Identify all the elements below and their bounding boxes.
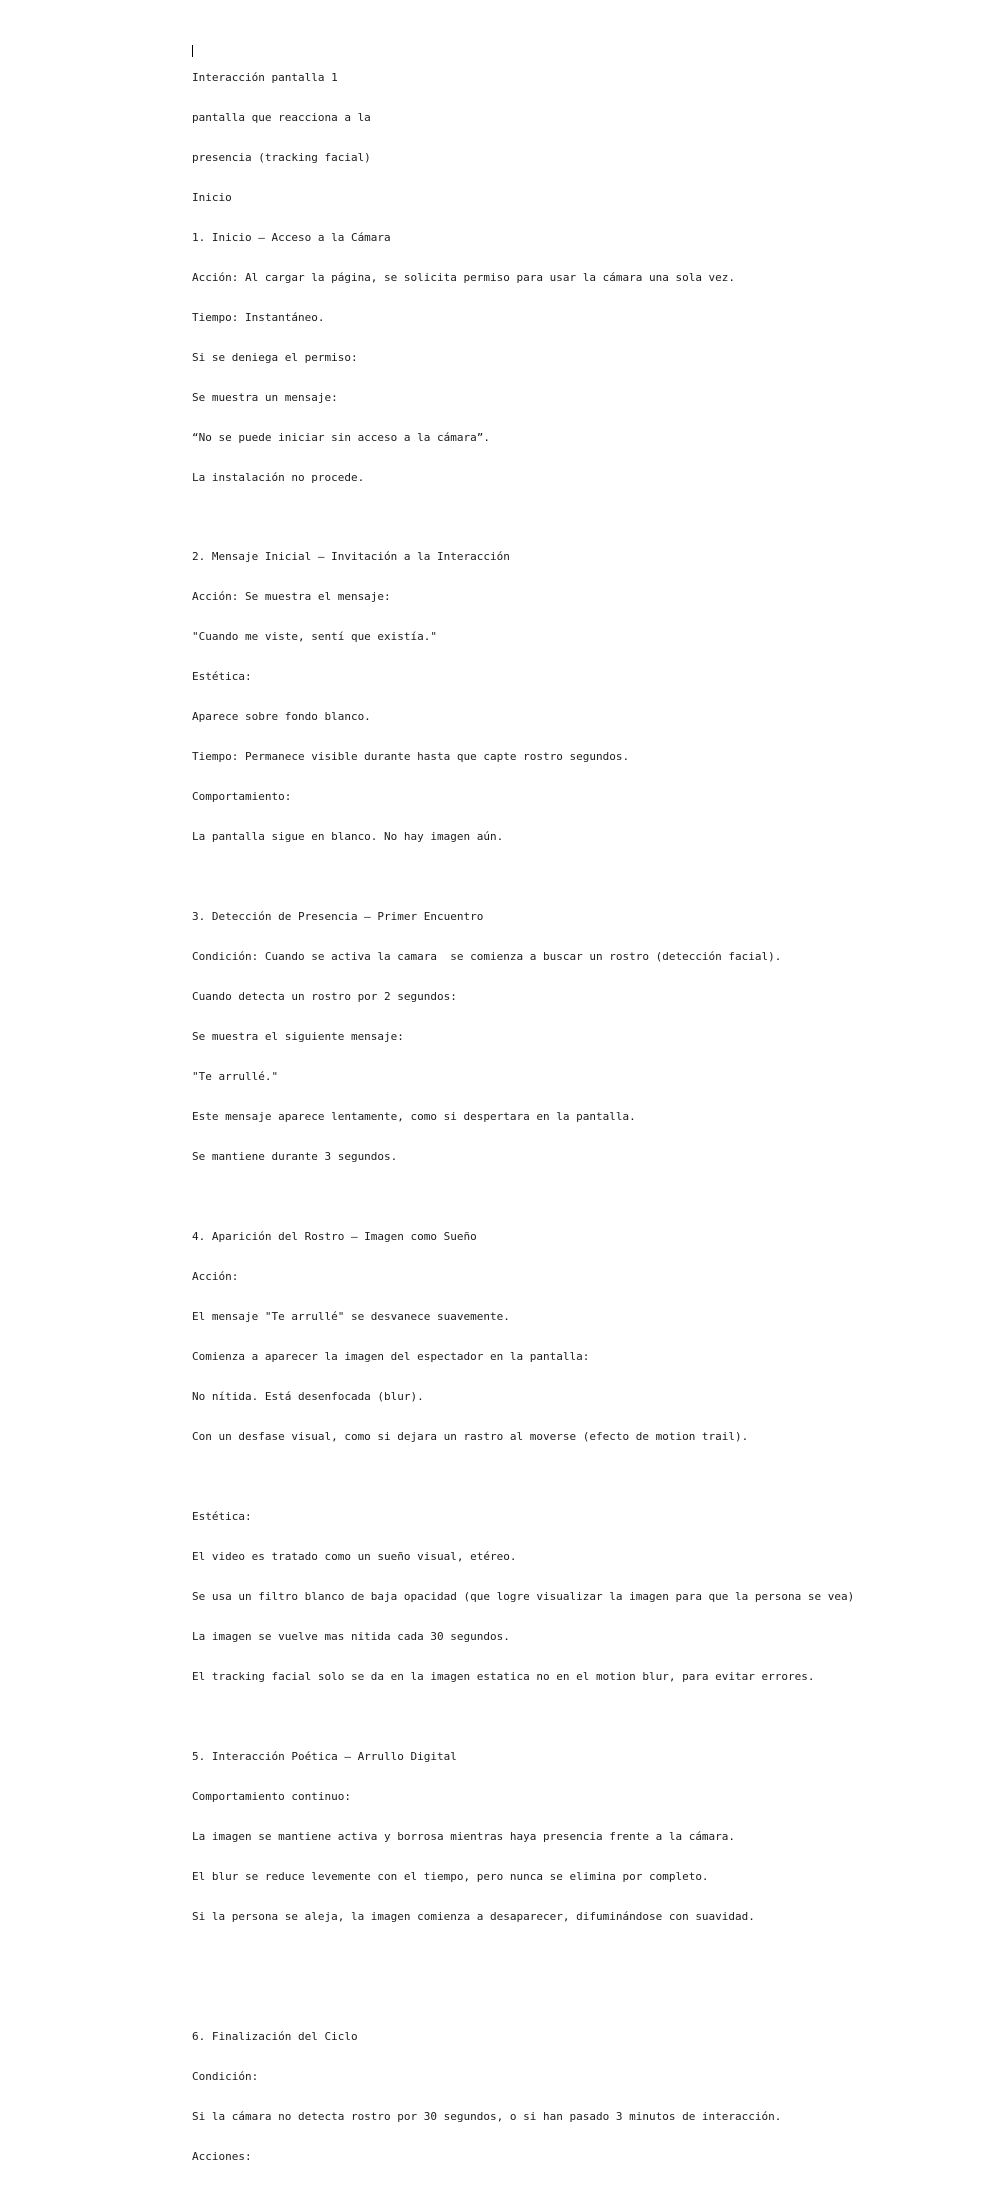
text-line: Tiempo: Permanece visible durante hasta que capte rostro segundos. [192,750,630,764]
text-line: Tiempo: Instantáneo. [192,310,325,324]
text-line: Se muestra un mensaje: [192,390,338,404]
text-line: La instalación no procede. [192,470,365,484]
section-heading: 6. Finalización del Ciclo [192,2029,358,2043]
section-heading: 4. Aparición del Rostro – Imagen como Sueño [192,1230,477,1244]
text-line: El blur se reduce levemente con el tiempo, pero nunca se elimina por completo. [192,1869,709,1883]
text-line: La imagen se vuelve mas nitida cada 30 segundos. [192,1630,510,1644]
text-line: Se mantiene durante 3 segundos. [192,1150,398,1164]
text-line: presencia (tracking facial) [192,150,371,164]
blank-line [192,1470,992,1483]
text-line: Si la cámara no detecta rostro por 30 segundos, o si han pasado 3 minutos de interacción. [192,2109,782,2123]
text-line: Inicio [192,190,232,204]
text-line: Estética: [192,1510,252,1524]
text-line: “No se puede iniciar sin acceso a la cámara”. [192,430,491,444]
blank-line [192,1950,992,1963]
section-heading: 5. Interacción Poética – Arrullo Digital [192,1750,457,1763]
section-heading: 1. Inicio – Acceso a la Cámara [192,230,391,244]
section-heading: 2. Mensaje Inicial – Invitación a la Interacción [192,550,510,564]
text-line: Acciones: [192,2149,252,2163]
text-line: El video es tratado como un sueño visual, etéreo. [192,1550,517,1564]
text-line: Acción: [192,1270,239,1284]
text-line: Con un desfase visual, como si dejara un rastro al moverse (efecto de motion trail). [192,1430,749,1444]
text-line: Comportamiento: [192,790,292,804]
text-line: La pantalla sigue en blanco. No hay imagen aún. [192,830,504,844]
text-line: "Te arrullé." [192,1070,279,1084]
text-line: El mensaje "Te arrullé" se desvanece suavemente. [192,1310,510,1324]
blank-line [192,510,992,523]
document-text[interactable] [192,44,992,2190]
text-line: Condición: [192,2069,259,2083]
blank-line [192,1190,992,1203]
text-line: Se usa un filtro blanco de baja opacidad (que logre visualizar la imagen para que la persona se vea) [192,1590,855,1604]
text-line: Si se deniega el permiso: [192,350,358,364]
blank-line [192,870,992,883]
text-line: Acción: Al cargar la página, se solicita permiso para usar la cámara una sola vez. [192,270,736,284]
text-line: Estética: [192,670,252,684]
text-line: "Cuando me viste, sentí que existía." [192,630,438,644]
text-line: pantalla que reacciona a la [192,110,371,124]
section-heading: 3. Detección de Presencia – Primer Encuentro [192,910,484,924]
text-line: No nítida. Está desenfocada (blur). [192,1390,424,1404]
blank-line [192,1710,992,1723]
text-line: Interacción pantalla 1 [192,70,338,84]
text-line: Aparece sobre fondo blanco. [192,710,371,724]
text-line: Este mensaje aparece lentamente, como si despertara en la pantalla. [192,1110,636,1124]
text-line: Se muestra el siguiente mensaje: [192,1030,404,1044]
text-line: Comportamiento continuo: [192,1789,351,1803]
blank-line [192,1990,992,2003]
text-line: El tracking facial solo se da en la imagen estatica no en el motion blur, para evitar errores. [192,1670,815,1684]
text-line: Acción: Se muestra el mensaje: [192,590,391,604]
text-line: Si la persona se aleja, la imagen comienza a desaparecer, difuminándose con suavidad. [192,1909,755,1923]
text-line: La imagen se mantiene activa y borrosa mientras haya presencia frente a la cámara. [192,1829,736,1843]
text-line: Condición: Cuando se activa la camara se comienza a buscar un rostro (detección facial). [192,950,782,964]
text-line: Cuando detecta un rostro por 2 segundos: [192,990,457,1004]
text-line: Comienza a aparecer la imagen del espectador en la pantalla: [192,1350,590,1364]
